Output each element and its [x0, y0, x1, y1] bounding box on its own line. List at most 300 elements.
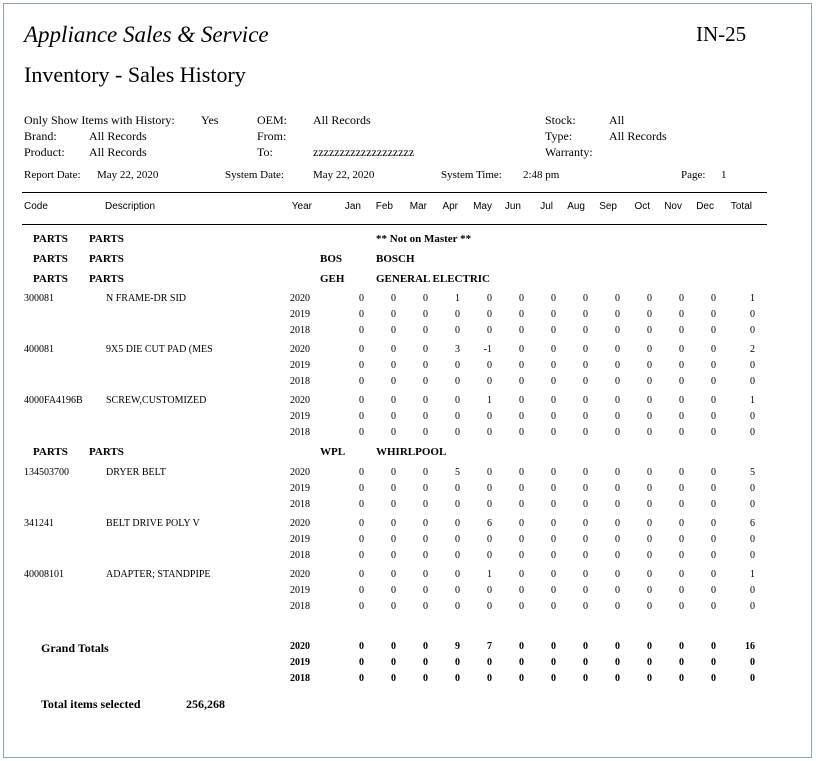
item-row-value: 0 — [679, 518, 684, 529]
item-row-value: 0 — [391, 309, 396, 320]
item-row-value: 0 — [679, 360, 684, 371]
grand-total-row-value: 0 — [519, 673, 524, 684]
item-row-value: 0 — [615, 601, 620, 612]
item-row-value: 0 — [711, 518, 716, 529]
item-row-value: 0 — [711, 309, 716, 320]
column-header-aug: Aug — [567, 201, 585, 212]
grand-total-row-value: 0 — [551, 673, 556, 684]
item-code: 341241 — [24, 518, 54, 529]
item-row-value: 0 — [519, 569, 524, 580]
item-row-value: 0 — [615, 569, 620, 580]
item-row-value: 0 — [679, 467, 684, 478]
report-date-label: Report Date: — [24, 169, 81, 181]
item-row-value: 0 — [679, 550, 684, 561]
item-row-value: 0 — [359, 293, 364, 304]
item-row-value: 0 — [679, 325, 684, 336]
item-row-value: 0 — [679, 534, 684, 545]
item-row-value: 0 — [647, 467, 652, 478]
column-header-may: May — [473, 201, 492, 212]
grand-total-row-value: 0 — [359, 673, 364, 684]
item-row-value: 0 — [615, 344, 620, 355]
item-row-value: 0 — [711, 499, 716, 510]
grand-total-row-value: 0 — [391, 641, 396, 652]
column-header-jan: Jan — [344, 201, 361, 212]
item-row-value: 0 — [551, 309, 556, 320]
item-row-value: 0 — [359, 518, 364, 529]
item-row-value: 0 — [615, 427, 620, 438]
column-header-apr: Apr — [442, 201, 458, 212]
item-row-value: 0 — [711, 483, 716, 494]
item-row-value: 0 — [647, 309, 652, 320]
item-row-value: 0 — [647, 427, 652, 438]
item-row-value: 0 — [359, 309, 364, 320]
item-row-value: 0 — [519, 601, 524, 612]
item-row-value: 0 — [391, 467, 396, 478]
item-code: 4000FA4196B — [24, 395, 83, 406]
grand-total-row-year: 2020 — [290, 641, 310, 652]
item-row-value: 0 — [391, 569, 396, 580]
item-row-value: 0 — [615, 499, 620, 510]
item-row-value: 6 — [487, 518, 492, 529]
group-desc: PARTS — [89, 233, 124, 245]
item-row-value: 0 — [359, 499, 364, 510]
history-label: Only Show Items with History: — [24, 113, 175, 127]
column-header-year: Year — [291, 201, 312, 212]
system-time-label: System Time: — [441, 169, 502, 181]
item-row-value: 0 — [615, 293, 620, 304]
item-row-value: 0 — [487, 427, 492, 438]
product-value: All Records — [89, 145, 147, 159]
item-row-value: 0 — [487, 411, 492, 422]
item-row-value: 0 — [679, 601, 684, 612]
page-number: 1 — [721, 169, 727, 181]
grand-total-row-value: 0 — [551, 657, 556, 668]
item-row-value: 0 — [391, 534, 396, 545]
group-name: ** Not on Master ** — [376, 233, 472, 245]
item-row-value: 0 — [647, 569, 652, 580]
item-row-value: -1 — [483, 344, 492, 355]
item-row-value: 0 — [423, 376, 428, 387]
item-row-value: 0 — [551, 467, 556, 478]
item-row-value: 6 — [750, 518, 755, 529]
item-row-value: 0 — [391, 293, 396, 304]
item-row-value: 0 — [423, 309, 428, 320]
item-row-value: 0 — [750, 376, 755, 387]
item-row-value: 0 — [455, 376, 460, 387]
column-header-oct: Oct — [634, 201, 650, 212]
item-code: 300081 — [24, 293, 54, 304]
item-row-year: 2020 — [290, 569, 310, 580]
type-label: Type: — [545, 129, 573, 143]
item-row-value: 0 — [750, 483, 755, 494]
item-row-value: 0 — [487, 550, 492, 561]
item-row-value: 0 — [391, 585, 396, 596]
item-row-value: 0 — [679, 411, 684, 422]
item-row-value: 0 — [391, 344, 396, 355]
item-row-value: 0 — [359, 325, 364, 336]
item-row-value: 0 — [583, 569, 588, 580]
item-row-value: 0 — [519, 376, 524, 387]
item-description: N FRAME-DR SID — [106, 293, 187, 304]
item-row-value: 0 — [487, 376, 492, 387]
item-row-value: 0 — [647, 376, 652, 387]
grand-total-row-value: 0 — [679, 641, 684, 652]
item-row-value: 0 — [583, 360, 588, 371]
item-row-value: 0 — [750, 427, 755, 438]
item-row-value: 0 — [711, 411, 716, 422]
item-row-value: 5 — [455, 467, 460, 478]
item-row-value: 0 — [615, 360, 620, 371]
item-row-value: 0 — [551, 483, 556, 494]
item-row-value: 0 — [359, 601, 364, 612]
item-row-value: 0 — [391, 325, 396, 336]
item-row-value: 0 — [679, 427, 684, 438]
column-header-mar: Mar — [409, 201, 427, 212]
system-time: 2:48 pm — [523, 169, 560, 181]
item-row-value: 0 — [647, 518, 652, 529]
item-row-value: 0 — [615, 395, 620, 406]
item-row-value: 0 — [423, 467, 428, 478]
item-row-value: 0 — [391, 550, 396, 561]
column-header-jul: Jul — [540, 201, 553, 212]
item-row-value: 0 — [519, 550, 524, 561]
item-row-value: 0 — [583, 411, 588, 422]
item-row-value: 0 — [711, 395, 716, 406]
item-row-value: 0 — [519, 467, 524, 478]
header-rule-bottom — [22, 224, 767, 225]
item-row-value: 1 — [750, 569, 755, 580]
stock-value: All — [609, 113, 625, 127]
grand-total-row-value: 16 — [745, 641, 755, 652]
group-name: BOSCH — [376, 253, 415, 265]
item-row-value: 0 — [455, 360, 460, 371]
grand-total-row-value: 0 — [647, 641, 652, 652]
item-row-value: 0 — [359, 360, 364, 371]
grand-total-row-value: 0 — [647, 673, 652, 684]
item-code: 40008101 — [24, 569, 64, 580]
item-row-value: 0 — [750, 585, 755, 596]
item-row-year: 2019 — [290, 360, 310, 371]
grand-totals-label: Grand Totals — [41, 641, 109, 655]
item-row-value: 0 — [551, 534, 556, 545]
item-row-value: 0 — [551, 411, 556, 422]
item-row-value: 0 — [359, 550, 364, 561]
column-header-jun: Jun — [504, 201, 521, 212]
item-row-value: 0 — [423, 550, 428, 561]
item-row-value: 0 — [359, 411, 364, 422]
item-row-value: 0 — [647, 534, 652, 545]
item-row-value: 0 — [359, 427, 364, 438]
item-row-value: 0 — [711, 467, 716, 478]
item-row-value: 1 — [487, 395, 492, 406]
item-row-year: 2019 — [290, 411, 310, 422]
item-row-value: 0 — [583, 483, 588, 494]
item-row-value: 0 — [750, 325, 755, 336]
grand-total-row-value: 0 — [647, 657, 652, 668]
product-label: Product: — [24, 145, 65, 159]
item-row-value: 3 — [455, 344, 460, 355]
total-items-label: Total items selected — [41, 697, 141, 711]
item-row-value: 0 — [551, 376, 556, 387]
column-header-feb: Feb — [375, 201, 393, 212]
group-type: PARTS — [33, 446, 68, 458]
item-row-value: 0 — [583, 309, 588, 320]
item-row-value: 0 — [750, 309, 755, 320]
item-row-value: 0 — [615, 325, 620, 336]
item-row-value: 0 — [391, 483, 396, 494]
item-row-value: 0 — [551, 499, 556, 510]
item-row-value: 0 — [615, 309, 620, 320]
brand-label: Brand: — [24, 129, 57, 143]
grand-total-row-value: 0 — [679, 673, 684, 684]
item-row-value: 0 — [711, 344, 716, 355]
from-label: From: — [257, 129, 287, 143]
item-row-value: 0 — [487, 309, 492, 320]
item-row-year: 2018 — [290, 376, 310, 387]
item-row-value: 0 — [750, 550, 755, 561]
item-row-value: 0 — [487, 601, 492, 612]
to-label: To: — [257, 145, 273, 159]
item-row-value: 0 — [583, 518, 588, 529]
item-row-value: 0 — [679, 569, 684, 580]
item-row-value: 0 — [583, 534, 588, 545]
item-row-value: 0 — [583, 293, 588, 304]
item-row-value: 0 — [359, 569, 364, 580]
item-row-value: 0 — [679, 309, 684, 320]
item-row-value: 0 — [711, 534, 716, 545]
item-row-value: 0 — [455, 569, 460, 580]
grand-total-row-value: 0 — [711, 657, 716, 668]
grand-total-row-value: 0 — [423, 641, 428, 652]
item-row-value: 0 — [583, 325, 588, 336]
grand-total-row-value: 0 — [455, 673, 460, 684]
item-row-value: 0 — [615, 550, 620, 561]
column-header-description: Description — [105, 201, 156, 212]
item-row-value: 0 — [615, 534, 620, 545]
item-row-value: 1 — [750, 293, 755, 304]
item-row-value: 0 — [359, 483, 364, 494]
item-row-value: 0 — [423, 395, 428, 406]
item-row-value: 0 — [359, 585, 364, 596]
group-name: WHIRLPOOL — [376, 446, 447, 458]
item-row-year: 2020 — [290, 344, 310, 355]
grand-total-row-value: 0 — [583, 641, 588, 652]
item-row-value: 0 — [455, 483, 460, 494]
group-name: GENERAL ELECTRIC — [376, 273, 491, 285]
item-row-value: 0 — [423, 499, 428, 510]
report-id: IN-25 — [696, 22, 747, 46]
item-row-value: 0 — [391, 499, 396, 510]
item-row-value: 0 — [455, 518, 460, 529]
item-row-value: 0 — [711, 360, 716, 371]
item-row-value: 0 — [711, 376, 716, 387]
grand-total-row-value: 0 — [519, 657, 524, 668]
item-row-value: 0 — [455, 309, 460, 320]
item-description: 9X5 DIE CUT PAD (MES — [106, 344, 213, 355]
item-row-value: 0 — [711, 325, 716, 336]
item-row-value: 0 — [519, 309, 524, 320]
to-value: zzzzzzzzzzzzzzzzzzz — [313, 145, 415, 159]
item-row-value: 0 — [711, 293, 716, 304]
grand-total-row-value: 0 — [615, 657, 620, 668]
item-row-value: 0 — [519, 344, 524, 355]
item-row-value: 0 — [519, 427, 524, 438]
header-rule-top — [22, 192, 767, 193]
item-row-value: 0 — [679, 499, 684, 510]
item-description: SCREW,CUSTOMIZED — [106, 395, 207, 406]
grand-total-row-value: 0 — [391, 673, 396, 684]
item-row-value: 0 — [679, 585, 684, 596]
item-row-value: 0 — [359, 467, 364, 478]
item-row-value: 0 — [551, 585, 556, 596]
item-row-value: 0 — [391, 518, 396, 529]
item-row-year: 2018 — [290, 325, 310, 336]
item-row-value: 0 — [487, 293, 492, 304]
item-row-value: 0 — [487, 499, 492, 510]
item-row-value: 0 — [647, 585, 652, 596]
item-row-value: 0 — [750, 534, 755, 545]
item-row-value: 0 — [519, 360, 524, 371]
item-row-value: 0 — [647, 601, 652, 612]
grand-total-row-year: 2019 — [290, 657, 310, 668]
grand-total-row-value: 7 — [487, 641, 492, 652]
item-row-value: 0 — [391, 376, 396, 387]
grand-total-row-value: 0 — [679, 657, 684, 668]
item-row-value: 5 — [750, 467, 755, 478]
item-row-value: 0 — [551, 344, 556, 355]
grand-total-row-value: 0 — [455, 657, 460, 668]
item-row-year: 2019 — [290, 585, 310, 596]
item-row-value: 0 — [711, 601, 716, 612]
group-type: PARTS — [33, 273, 68, 285]
item-description: ADAPTER; STANDPIPE — [106, 569, 211, 580]
group-desc: PARTS — [89, 446, 124, 458]
item-row-year: 2020 — [290, 518, 310, 529]
item-row-value: 0 — [551, 325, 556, 336]
item-row-value: 0 — [711, 427, 716, 438]
item-row-value: 0 — [615, 585, 620, 596]
system-date: May 22, 2020 — [313, 169, 375, 181]
item-row-value: 0 — [519, 411, 524, 422]
group-type: PARTS — [33, 253, 68, 265]
column-header-total: Total — [730, 201, 752, 212]
grand-total-row-value: 0 — [583, 673, 588, 684]
grand-total-row-value: 0 — [551, 641, 556, 652]
item-row-value: 0 — [551, 550, 556, 561]
item-row-year: 2020 — [290, 293, 310, 304]
column-header-code: Code — [24, 201, 48, 212]
item-row-value: 0 — [519, 585, 524, 596]
item-row-value: 0 — [487, 585, 492, 596]
item-row-value: 0 — [423, 518, 428, 529]
item-row-value: 0 — [519, 293, 524, 304]
item-row-value: 0 — [423, 427, 428, 438]
item-row-value: 0 — [423, 344, 428, 355]
grand-total-row-value: 0 — [750, 673, 755, 684]
item-row-value: 0 — [583, 427, 588, 438]
item-row-year: 2020 — [290, 395, 310, 406]
group-desc: PARTS — [89, 273, 124, 285]
item-row-value: 0 — [583, 376, 588, 387]
item-row-value: 0 — [615, 467, 620, 478]
item-row-value: 0 — [750, 499, 755, 510]
group-desc: PARTS — [89, 253, 124, 265]
group-oem: WPL — [320, 446, 346, 458]
item-row-value: 0 — [647, 325, 652, 336]
item-row-value: 0 — [583, 395, 588, 406]
item-row-value: 0 — [455, 601, 460, 612]
grand-total-row-value: 0 — [359, 657, 364, 668]
item-row-year: 2018 — [290, 427, 310, 438]
item-row-value: 0 — [711, 569, 716, 580]
item-row-value: 0 — [359, 376, 364, 387]
item-row-value: 0 — [551, 569, 556, 580]
item-row-value: 0 — [647, 499, 652, 510]
item-row-value: 0 — [455, 325, 460, 336]
item-row-value: 0 — [711, 585, 716, 596]
item-row-value: 0 — [583, 550, 588, 561]
item-row-value: 0 — [519, 518, 524, 529]
item-row-value: 2 — [750, 344, 755, 355]
item-code: 134503700 — [24, 467, 69, 478]
oem-value: All Records — [313, 113, 371, 127]
report-date: May 22, 2020 — [97, 169, 159, 181]
item-row-value: 0 — [615, 518, 620, 529]
grand-total-row-value: 0 — [359, 641, 364, 652]
item-row-value: 0 — [423, 325, 428, 336]
item-row-value: 0 — [423, 534, 428, 545]
brand-value: All Records — [89, 129, 147, 143]
item-row-value: 0 — [647, 293, 652, 304]
item-row-year: 2018 — [290, 499, 310, 510]
item-row-value: 0 — [647, 483, 652, 494]
page-label: Page: — [681, 169, 706, 181]
item-row-year: 2019 — [290, 309, 310, 320]
report-title: Inventory - Sales History — [24, 62, 246, 87]
company-name: Appliance Sales & Service — [24, 22, 269, 47]
group-type: PARTS — [33, 233, 68, 245]
item-row-value: 0 — [519, 499, 524, 510]
item-row-value: 0 — [679, 344, 684, 355]
item-row-value: 0 — [423, 585, 428, 596]
item-row-value: 0 — [711, 550, 716, 561]
grand-total-row-value: 0 — [711, 673, 716, 684]
item-row-value: 0 — [423, 601, 428, 612]
item-row-value: 0 — [583, 344, 588, 355]
item-row-value: 0 — [391, 411, 396, 422]
grand-total-row-value: 0 — [487, 657, 492, 668]
oem-label: OEM: — [257, 113, 287, 127]
item-row-value: 0 — [487, 483, 492, 494]
item-row-value: 0 — [423, 293, 428, 304]
grand-total-row-value: 0 — [750, 657, 755, 668]
grand-total-row-value: 0 — [711, 641, 716, 652]
item-row-value: 0 — [455, 534, 460, 545]
column-header-sep: Sep — [599, 201, 617, 212]
item-row-value: 0 — [519, 325, 524, 336]
item-row-value: 0 — [615, 483, 620, 494]
item-row-value: 0 — [750, 411, 755, 422]
item-row-value: 0 — [551, 395, 556, 406]
item-row-value: 1 — [487, 569, 492, 580]
item-row-value: 0 — [455, 585, 460, 596]
item-row-value: 0 — [519, 534, 524, 545]
item-row-value: 0 — [423, 483, 428, 494]
item-row-value: 0 — [391, 601, 396, 612]
item-row-value: 0 — [750, 360, 755, 371]
item-row-value: 0 — [583, 585, 588, 596]
system-date-label: System Date: — [225, 169, 284, 181]
